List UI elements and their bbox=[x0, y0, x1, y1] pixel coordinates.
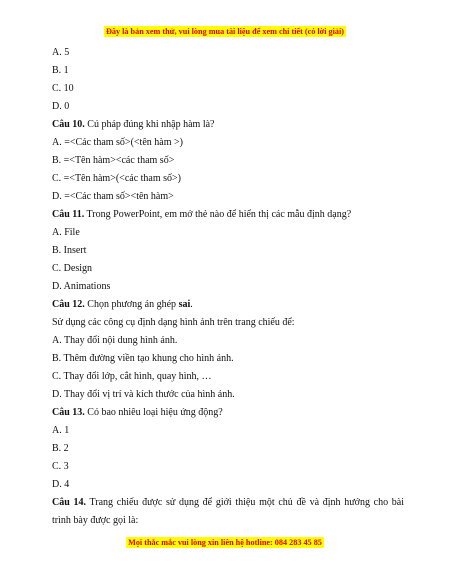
q13-option-c: C. 3 bbox=[52, 461, 69, 472]
q12-option-a: A. Thay đổi nội dung hình ảnh. bbox=[52, 335, 178, 346]
q12-option-c: C. Thay đổi lớp, cắt hình, quay hình, … bbox=[52, 371, 212, 382]
question-14 bbox=[52, 494, 404, 529]
q12-option-d: D. Thay đổi vị trí và kích thước của hình ảnh. bbox=[52, 389, 235, 400]
question-12-text: Chọn phương án ghép bbox=[84, 299, 179, 310]
question-list bbox=[52, 44, 404, 529]
q13-option-a: A. 1 bbox=[52, 425, 70, 436]
question-12-period: . bbox=[190, 299, 193, 310]
q9-option-d: D. 0 bbox=[52, 101, 70, 112]
question-14-label: Câu 14. bbox=[52, 497, 86, 508]
question-10-text: Cú pháp đúng khi nhập hàm là? bbox=[84, 119, 215, 130]
q12-option-b: B. Thêm đường viền tạo khung cho hình ảnh. bbox=[52, 353, 234, 364]
question-13-text: Có bao nhiêu loại hiệu ứng động? bbox=[84, 407, 223, 418]
question-12-emphasis: sai bbox=[178, 299, 191, 310]
question-11-label: Câu 11. bbox=[52, 209, 85, 220]
question-10-label: Câu 10. bbox=[52, 119, 85, 130]
question-12 bbox=[52, 296, 404, 314]
q9-option-b: B. 1 bbox=[52, 65, 69, 76]
q11-option-b: B. Insert bbox=[52, 245, 87, 256]
question-13-label: Câu 13. bbox=[52, 407, 85, 418]
question-11-text: Trong PowerPoint, em mở thẻ nào để hiển thị các mẫu định dạng? bbox=[84, 209, 352, 220]
question-13 bbox=[52, 404, 404, 422]
preview-notice-banner: Đây là bản xem thử, vui lòng mua tài liệu để xem chi tiết (có lời giải) bbox=[105, 27, 345, 36]
question-12-stem: Sử dụng các công cụ định dạng hình ảnh trên trang chiếu để: bbox=[52, 317, 295, 328]
q10-option-b: B. =<Tên hàm><các tham số> bbox=[52, 155, 175, 166]
question-11 bbox=[52, 206, 404, 224]
q13-option-b: B. 2 bbox=[52, 443, 69, 454]
q11-option-a: A. File bbox=[52, 227, 80, 238]
question-14-text: Trang chiếu được sử dụng để giới thiệu một chủ đề và định hướng cho bài trình bày được gọi là: bbox=[52, 497, 404, 526]
q9-option-a: A. 5 bbox=[52, 47, 70, 58]
hotline-banner: Mọi thắc mắc vui lòng xin liên hệ hotline: 084 283 45 85 bbox=[128, 538, 322, 547]
q11-option-c: C. Design bbox=[52, 263, 92, 274]
q9-option-c: C. 10 bbox=[52, 83, 74, 94]
q13-option-d: D. 4 bbox=[52, 479, 70, 490]
question-12-label: Câu 12. bbox=[52, 299, 85, 310]
q11-option-d: D. Animations bbox=[52, 281, 111, 292]
q10-option-d: D. =<Các tham số><tên hàm> bbox=[52, 191, 174, 202]
question-10 bbox=[52, 116, 404, 134]
q10-option-a: A. =<Các tham số>(<tên hàm >) bbox=[52, 137, 183, 148]
q10-option-c: C. =<Tên hàm>(<các tham số>) bbox=[52, 173, 181, 184]
